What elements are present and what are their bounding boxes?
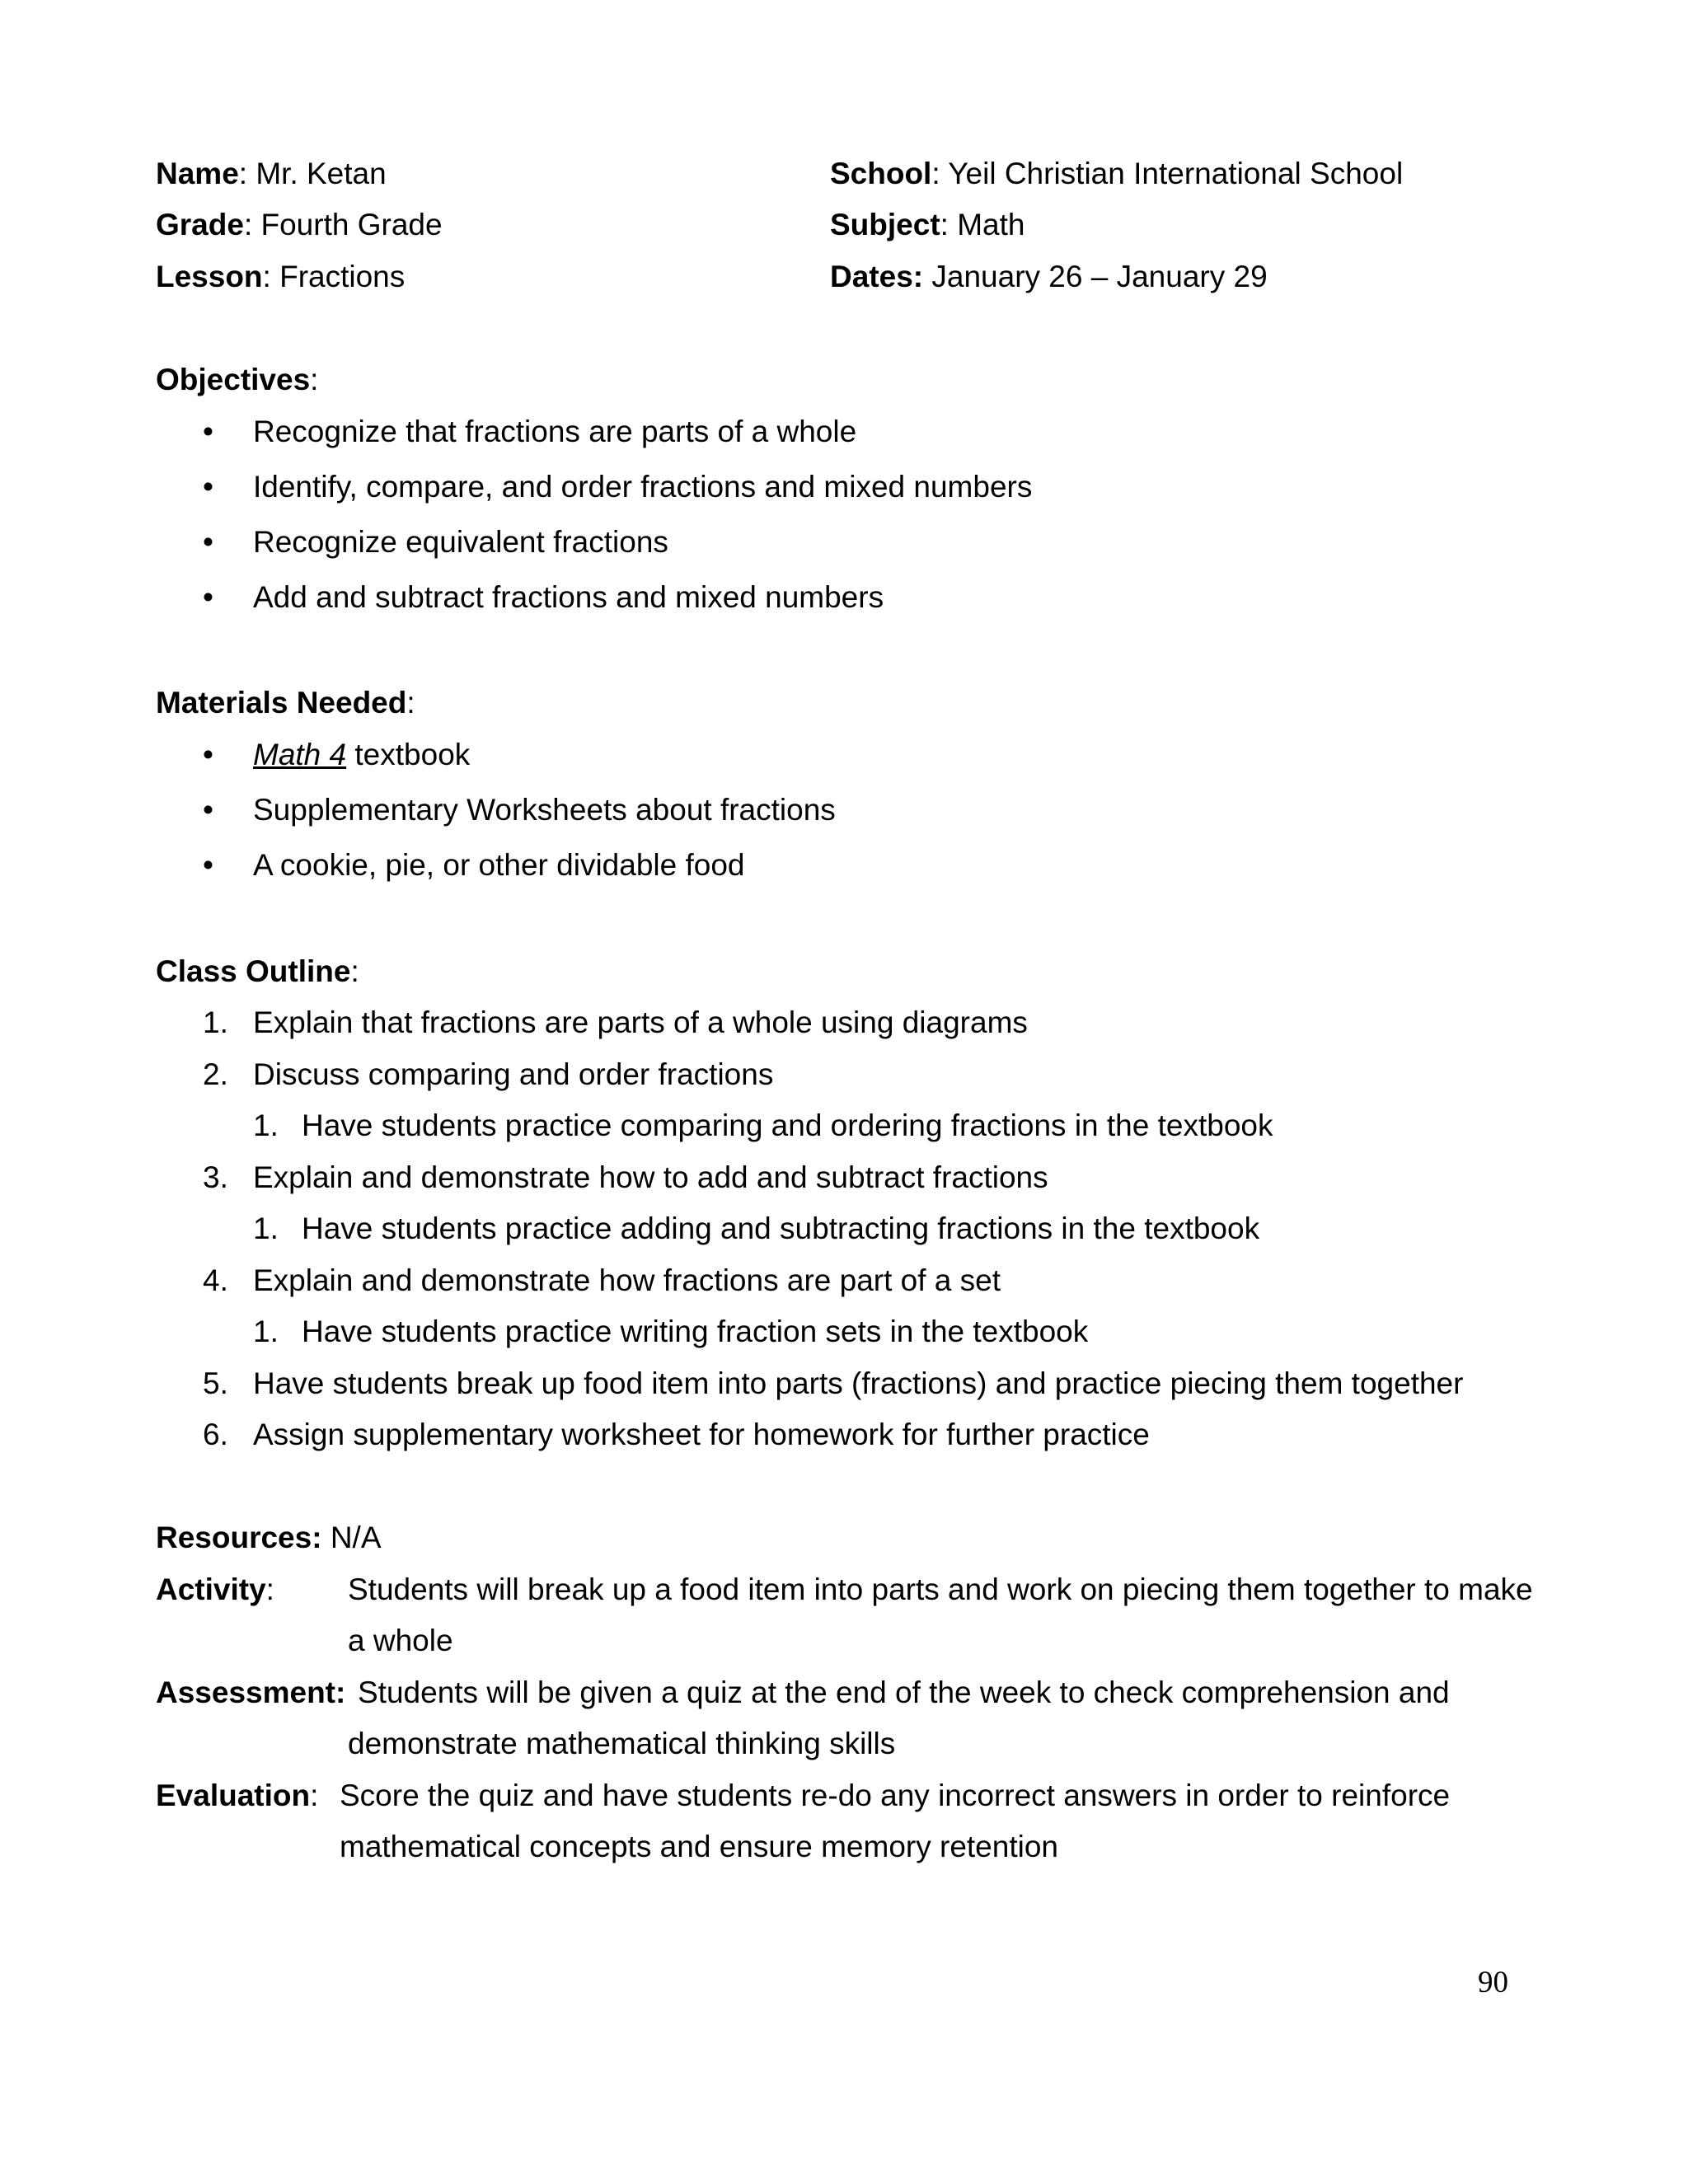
activity-text-line-1: Students will break up a food item into parts and work on piecing them together to make [348, 1572, 1533, 1606]
objective-bullet: • [203, 525, 213, 559]
outline-item: Explain that fractions are parts of a whole using diagrams [253, 1005, 1028, 1039]
resources-field [156, 1522, 382, 1553]
outline-number: 2. [203, 1057, 228, 1091]
outline-heading: Class Outline: [156, 954, 359, 988]
outline-number: 6. [203, 1418, 228, 1451]
activity-label: Activity: [156, 1572, 274, 1606]
material-item: Supplementary Worksheets about fractions [253, 793, 836, 827]
evaluation-label-text: Evaluation [156, 1779, 311, 1812]
resources-value: N/A [330, 1521, 382, 1554]
textbook-suffix: textbook [346, 738, 471, 771]
lesson-value: Fractions [279, 260, 406, 293]
evaluation-text-line-2: mathematical concepts and ensure memory retention [340, 1830, 1058, 1863]
dates-value: January 26 – January 29 [931, 260, 1268, 293]
lesson-field: Lesson: Fractions [156, 260, 406, 293]
textbook-title: Math 4 [253, 738, 347, 771]
subject-value: Math [957, 208, 1025, 241]
outline-subnumber: 1. [253, 1212, 279, 1245]
activity-text-line-2: a whole [348, 1624, 453, 1657]
dates-label: Dates: [830, 260, 924, 293]
objective-bullet: • [203, 470, 213, 504]
outline-item: Explain and demonstrate how fractions are part of a set [253, 1263, 1001, 1297]
objective-bullet: • [203, 580, 213, 614]
outline-item: Discuss comparing and order fractions [253, 1057, 774, 1091]
subject-label: Subject [830, 208, 940, 241]
outline-heading-text: Class Outline [156, 954, 351, 988]
outline-subnumber: 1. [253, 1108, 279, 1142]
outline-subitem: Have students practice writing fraction sets in the textbook [302, 1315, 1089, 1348]
outline-number: 4. [203, 1263, 228, 1297]
objective-item: Recognize equivalent fractions [253, 525, 668, 559]
name-field: Name: Mr. Ketan [156, 157, 387, 190]
outline-number: 3. [203, 1160, 228, 1194]
objective-item: Identify, compare, and order fractions and mixed numbers [253, 470, 1033, 504]
objectives-heading: Objectives: [156, 363, 319, 396]
outline-item: Have students break up food item into parts (fractions) and practice piecing them together [253, 1366, 1464, 1400]
subject-field: Subject: Math [830, 208, 1025, 241]
material-bullet: • [203, 738, 213, 771]
outline-subitem: Have students practice adding and subtracting fractions in the textbook [302, 1212, 1260, 1245]
resources-label: Resources: [156, 1521, 322, 1554]
objective-item: Recognize that fractions are parts of a whole [253, 415, 857, 448]
school-value: Yeil Christian International School [948, 157, 1404, 190]
outline-subitem: Have students practice comparing and ordering fractions in the textbook [302, 1108, 1273, 1142]
evaluation-text-line-1: Score the quiz and have students re-do any incorrect answers in order to reinforce [340, 1779, 1451, 1812]
school-label: School [830, 157, 932, 190]
assessment-text-line-2: demonstrate mathematical thinking skills [348, 1727, 896, 1760]
grade-value: Fourth Grade [260, 208, 443, 241]
objective-bullet: • [203, 415, 213, 448]
material-bullet: • [203, 793, 213, 827]
assessment-text-line-1: Students will be given a quiz at the end of the week to check comprehension and [358, 1675, 1450, 1709]
school-field: School: Yeil Christian International School [830, 157, 1404, 190]
outline-number: 1. [203, 1005, 228, 1039]
dates-field [830, 261, 1268, 292]
assessment-label [156, 1677, 345, 1708]
outline-subnumber: 1. [253, 1315, 279, 1348]
grade-field: Grade: Fourth Grade [156, 208, 443, 241]
page-number: 90 [1478, 1966, 1508, 1999]
outline-item: Explain and demonstrate how to add and subtract fractions [253, 1160, 1048, 1194]
material-item: A cookie, pie, or other dividable food [253, 848, 745, 882]
grade-label: Grade [156, 208, 244, 241]
name-label: Name [156, 157, 239, 190]
objective-item: Add and subtract fractions and mixed numbers [253, 580, 884, 614]
outline-item: Assign supplementary worksheet for homework for further practice [253, 1418, 1150, 1451]
lesson-label: Lesson [156, 260, 263, 293]
activity-label-text: Activity [156, 1572, 266, 1606]
objectives-heading-text: Objectives [156, 363, 311, 396]
materials-heading: Materials Needed: [156, 686, 415, 719]
material-bullet: • [203, 848, 213, 882]
outline-number: 5. [203, 1366, 228, 1400]
materials-heading-text: Materials Needed [156, 686, 407, 719]
name-value: Mr. Ketan [256, 157, 387, 190]
material-item [253, 739, 470, 770]
evaluation-label: Evaluation: [156, 1779, 319, 1812]
assessment-label-text: Assessment: [156, 1675, 346, 1709]
